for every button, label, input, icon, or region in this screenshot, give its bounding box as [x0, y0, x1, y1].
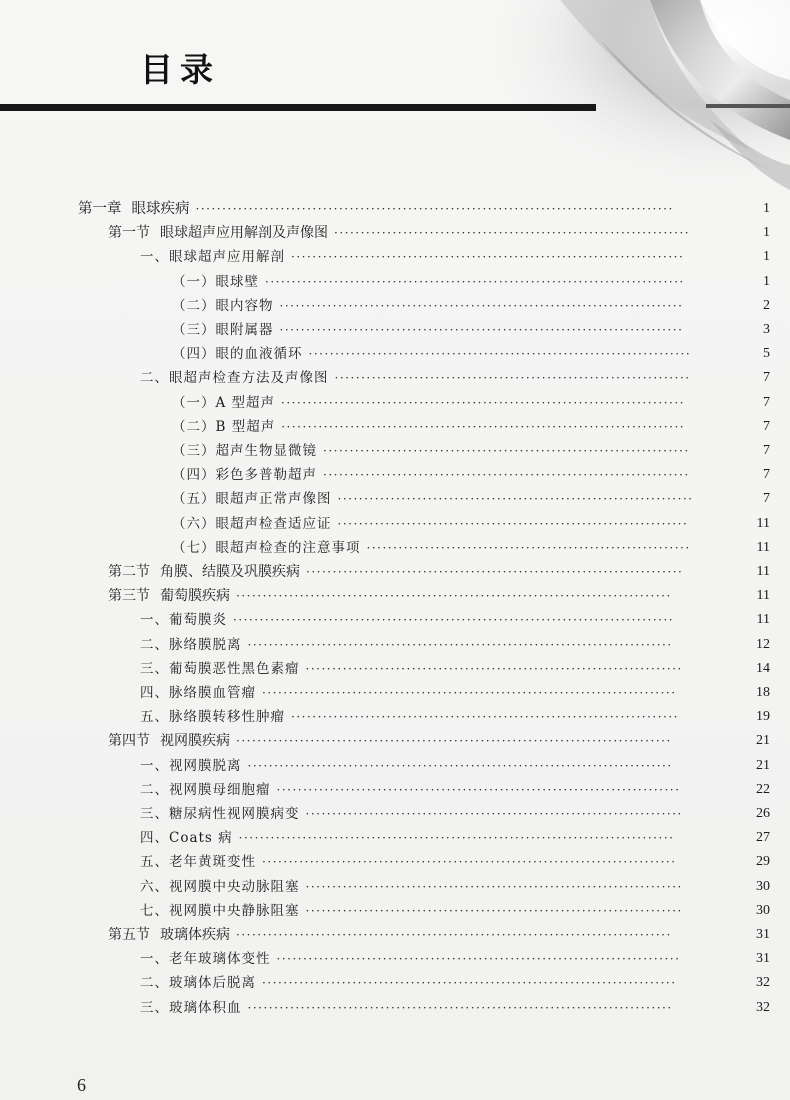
toc-leader-dots: ·················································································· [236, 928, 672, 942]
toc-entry-title: 一、眼球超声应用解剖 [140, 249, 285, 266]
toc-entry-page: 18 [756, 685, 770, 700]
toc-leader-dots: ·························································································· [195, 202, 674, 216]
toc-entry[interactable] [0, 778, 790, 802]
toc-leader-dots: ·········································································· [291, 250, 685, 265]
toc-entry-number: 第一章 [78, 201, 122, 217]
header-rule [0, 104, 596, 111]
toc-leader-dots: ·············································································· [262, 855, 677, 870]
toc-entry-lead [140, 245, 285, 269]
toc-entry[interactable] [0, 729, 790, 753]
toc-entry-page: 1 [763, 225, 770, 241]
toc-entry-lead [172, 294, 274, 318]
toc-entry-title: 眼球疾病 [131, 201, 190, 217]
toc-entry[interactable] [0, 923, 790, 947]
toc-entry[interactable] [0, 270, 790, 294]
toc-leader-dots: ····································································· [323, 468, 690, 483]
toc-entry-title: （二）眼内容物 [172, 297, 274, 314]
toc-entry-page: 7 [763, 443, 770, 458]
toc-entry-number: 第五节 [108, 927, 150, 943]
toc-entry-page: 2 [763, 297, 770, 313]
toc-entry-title: （四）彩色多普勒超声 [172, 467, 317, 484]
toc-entry[interactable] [0, 802, 790, 826]
toc-leader-dots: ··················································································· [233, 613, 675, 628]
toc-entry-lead [140, 826, 233, 850]
toc-entry-lead [78, 197, 190, 221]
toc-entry-title: （二）B 型超声 [172, 418, 276, 435]
toc-entry-page: 1 [763, 273, 770, 289]
decorative-swirl-graphic [500, 0, 790, 190]
toc-entry-page: 26 [756, 806, 770, 821]
toc-entry-lead [140, 657, 300, 681]
toc-entry-page: 11 [756, 612, 770, 628]
toc-leader-dots: ······································································· [306, 565, 684, 579]
toc-entry-page: 12 [756, 636, 770, 652]
toc-entry-page: 1 [763, 201, 770, 216]
toc-entry-page: 11 [756, 588, 770, 604]
toc-leader-dots: ············································································ [279, 298, 684, 313]
toc-entry-number: 第二节 [108, 564, 150, 580]
page-number: 6 [77, 1075, 86, 1095]
toc-entry[interactable] [0, 439, 790, 463]
toc-entry-title: 三、玻璃体积血 [140, 999, 242, 1016]
toc-entry-page: 30 [756, 902, 770, 918]
toc-entry-title: （一）A 型超声 [172, 394, 276, 411]
toc-entry-lead [172, 391, 275, 415]
toc-entry-page: 31 [756, 951, 770, 967]
toc-leader-dots: ············································································ [279, 323, 684, 337]
toc-entry[interactable] [0, 366, 790, 390]
toc-leader-dots: ··································································· [334, 226, 691, 241]
toc-entry-title: 三、糖尿病性视网膜病变 [140, 806, 300, 822]
toc-leader-dots: ············································································ [281, 419, 686, 434]
toc-entry-lead [172, 415, 275, 439]
toc-leader-dots: ······································································· [305, 879, 683, 894]
toc-entry[interactable] [0, 899, 790, 923]
toc-entry-title: 二、脉络膜脱离 [140, 636, 242, 653]
toc-entry-lead [140, 947, 271, 971]
toc-entry-lead [140, 850, 256, 874]
toc-entry-page: 21 [756, 757, 770, 773]
toc-entry[interactable] [0, 512, 790, 536]
toc-entry-lead [172, 487, 332, 511]
toc-entry-lead [108, 560, 300, 584]
toc-entry[interactable] [0, 487, 790, 511]
toc-entry-page: 7 [763, 467, 770, 483]
toc-leader-dots: ·············································································· [262, 976, 677, 991]
toc-entry[interactable] [0, 560, 790, 584]
toc-leader-dots: ················································································ [247, 758, 673, 773]
toc-entry-lead [140, 366, 329, 390]
toc-entry[interactable] [0, 463, 790, 487]
toc-leader-dots: ······································································· [305, 903, 683, 918]
toc-entry[interactable] [0, 681, 790, 705]
toc-entry-number: 第四节 [108, 733, 150, 750]
toc-entry-title: 四、脉络膜血管瘤 [140, 685, 256, 701]
toc-entry-title: 葡萄膜疾病 [160, 588, 230, 605]
toc-entry[interactable] [0, 391, 790, 415]
toc-entry[interactable] [0, 536, 790, 560]
toc-leader-dots: ······································································· [305, 661, 683, 676]
toc-entry-lead [140, 778, 271, 802]
toc-entry-lead [140, 996, 242, 1020]
toc-entry-page: 27 [756, 830, 770, 846]
toc-entry[interactable] [0, 657, 790, 681]
toc-entry-title: （一）眼球壁 [172, 273, 259, 290]
toc-entry[interactable] [0, 996, 790, 1020]
toc-entry-title: （三）眼附属器 [172, 322, 274, 338]
toc-leader-dots: ············································································ [276, 952, 681, 967]
toc-entry-page: 7 [763, 394, 770, 410]
toc-entry-page: 5 [763, 346, 770, 362]
toc-entry-page: 7 [763, 418, 770, 434]
toc-entry-lead [140, 633, 242, 657]
toc-entry-page: 32 [756, 999, 770, 1015]
toc-entry[interactable] [0, 294, 790, 318]
toc-leader-dots: ····································································· [323, 444, 690, 458]
toc-entry-title: 角膜、结膜及巩膜疾病 [160, 564, 300, 580]
toc-entry[interactable] [0, 221, 790, 245]
toc-entry-lead [108, 729, 230, 753]
toc-entry-lead [140, 681, 256, 705]
toc-entry-page: 19 [756, 709, 770, 725]
toc-entry[interactable] [0, 584, 790, 608]
toc-leader-dots: ····························································· [366, 540, 691, 555]
toc-entry[interactable] [0, 245, 790, 269]
toc-entry[interactable] [0, 971, 790, 995]
header-rule-right [706, 104, 790, 108]
toc-entry[interactable] [0, 875, 790, 899]
toc-entry[interactable] [0, 197, 790, 221]
toc-entry-lead [172, 536, 361, 560]
toc-entry-title: 眼球超声应用解剖及声像图 [160, 225, 328, 242]
toc-leader-dots: ·································································· [337, 516, 689, 531]
toc-leader-dots: ·················································································· [236, 734, 672, 749]
toc-leader-dots: ··································································· [337, 492, 694, 507]
toc-entry[interactable] [0, 826, 790, 850]
toc-leader-dots: ·················································································· [236, 589, 672, 604]
toc-entry-page: 7 [763, 370, 770, 386]
toc-leader-dots: ··············································································· [265, 274, 685, 289]
toc-entry-lead [172, 512, 332, 536]
toc-leader-dots: ············································································ [281, 395, 685, 410]
toc-entry-title: 一、葡萄膜炎 [140, 612, 227, 629]
toc-leader-dots: ········································································· [291, 710, 679, 725]
toc-leader-dots: ················································································ [247, 637, 673, 652]
toc-entry-title: 二、眼超声检查方法及声像图 [140, 370, 329, 387]
toc-entry-page: 11 [756, 564, 770, 579]
toc-entry-lead [140, 705, 285, 729]
toc-entry-title: （六）眼超声检查适应证 [172, 515, 332, 532]
toc-leader-dots: ········································································ [308, 347, 692, 362]
toc-entry[interactable] [0, 947, 790, 971]
toc-entry-lead [172, 439, 317, 463]
toc-entry-title: 六、视网膜中央动脉阻塞 [140, 878, 300, 895]
toc-entry-lead [140, 875, 300, 899]
toc-entry-title: （三）超声生物显微镜 [172, 443, 317, 459]
toc-entry-number: 第三节 [108, 588, 150, 605]
toc-leader-dots: ·············································································· [262, 686, 677, 700]
toc-entry-lead [140, 899, 300, 923]
toc-entry[interactable] [0, 415, 790, 439]
toc-entry-title: 三、葡萄膜恶性黑色素瘤 [140, 660, 300, 677]
toc-entry-lead [108, 923, 230, 947]
toc-entry[interactable] [0, 633, 790, 657]
toc-entry[interactable] [0, 705, 790, 729]
toc-entry-page: 29 [756, 854, 770, 870]
toc-leader-dots: ······································································· [305, 807, 683, 821]
toc-entry-lead [140, 754, 242, 778]
toc-entry-page: 30 [756, 878, 770, 894]
toc-entry-lead [140, 971, 256, 995]
toc-entry[interactable] [0, 342, 790, 366]
toc-entry[interactable] [0, 608, 790, 632]
toc-entry-title: （七）眼超声检查的注意事项 [172, 539, 361, 556]
toc-entry[interactable] [0, 754, 790, 778]
toc-entry-title: 二、玻璃体后脱离 [140, 975, 256, 992]
toc-entry-title: 七、视网膜中央静脉阻塞 [140, 902, 300, 919]
toc-leader-dots: ··································································· [334, 371, 691, 386]
toc-entry-title: （五）眼超声正常声像图 [172, 491, 332, 508]
toc-entry-page: 14 [756, 660, 770, 676]
toc-entry-title: 五、老年黄斑变性 [140, 854, 256, 871]
toc-entry-title: 一、视网膜脱离 [140, 757, 242, 774]
toc-entry-lead [172, 342, 303, 366]
toc-entry-lead [140, 608, 227, 632]
toc-leader-dots: ·················································································· [238, 831, 675, 846]
toc-leader-dots: ············································································ [276, 782, 681, 797]
toc-entry-page: 7 [763, 491, 770, 507]
toc-entry-lead [108, 221, 328, 245]
toc-entry-page: 11 [756, 539, 770, 555]
toc-entry[interactable] [0, 850, 790, 874]
toc-entry-lead [108, 584, 230, 608]
toc-entry-lead [172, 270, 259, 294]
toc-entry[interactable] [0, 318, 790, 342]
toc-entry-title: 玻璃体疾病 [160, 927, 230, 943]
toc-entry-page: 21 [756, 733, 770, 749]
toc-entry-page: 1 [763, 249, 770, 265]
toc-entry-title: 五、脉络膜转移性肿瘤 [140, 709, 285, 726]
page-title: 目录 [140, 50, 220, 89]
toc-entry-number: 第一节 [108, 225, 150, 242]
toc-entry-lead [172, 318, 274, 342]
toc-entry-title: （四）眼的血液循环 [172, 346, 303, 363]
toc-entry-lead [140, 802, 300, 826]
toc-entry-title: 一、老年玻璃体变性 [140, 951, 271, 968]
toc-entry-title: 二、视网膜母细胞瘤 [140, 781, 271, 798]
toc-entry-page: 31 [756, 927, 770, 942]
toc-entry-page: 32 [756, 975, 770, 991]
toc-entry-title: 视网膜疾病 [160, 733, 230, 750]
toc-entry-page: 11 [756, 515, 770, 531]
toc-entry-page: 3 [763, 322, 770, 337]
toc-entry-title: 四、Coats 病 [140, 830, 233, 847]
toc-entry-lead [172, 463, 317, 487]
toc-entry-page: 22 [756, 781, 770, 797]
toc-leader-dots: ················································································ [247, 1000, 673, 1015]
